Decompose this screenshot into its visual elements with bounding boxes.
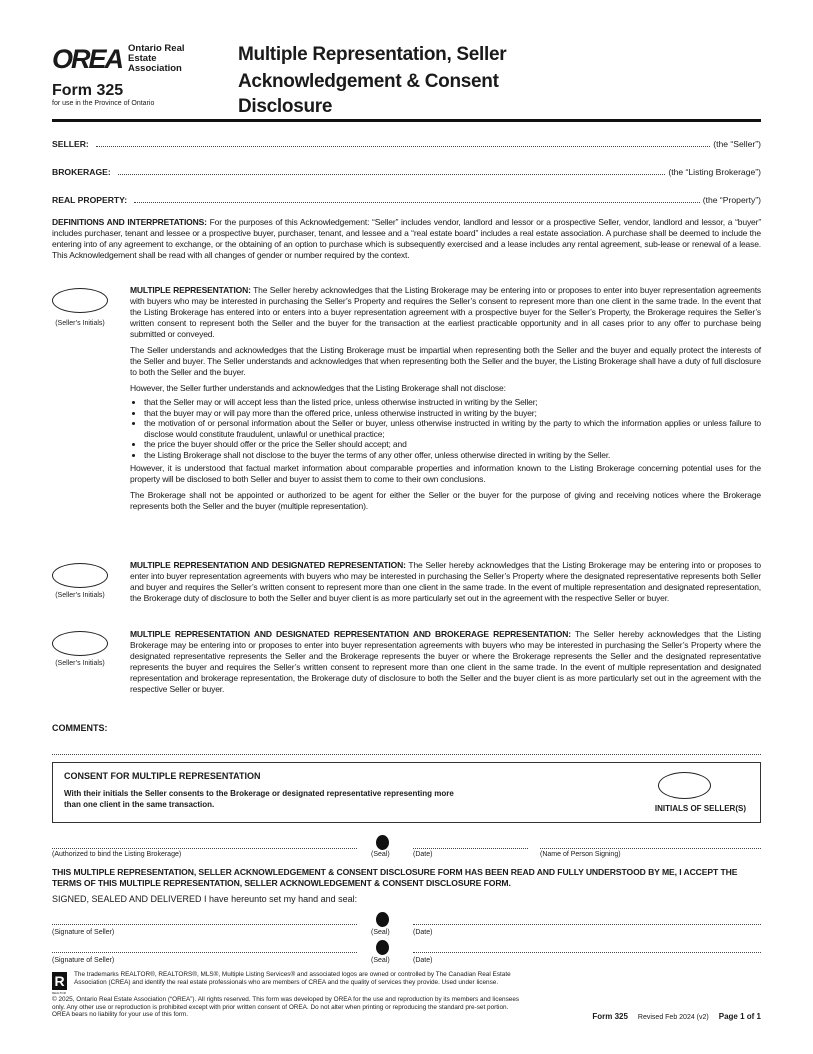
seller-signature-line-2[interactable]: [52, 943, 357, 953]
list-item: • that the Seller may or will accept less than the listed price, unless otherwise instructed in writing by the Seller;: [144, 397, 761, 408]
comments-label: COMMENTS:: [52, 723, 108, 733]
seal-label: (Seal): [371, 929, 390, 936]
footer-revised: Revised Feb 2024 (v2): [637, 1014, 709, 1021]
trademark-notice: The trademarks REALTOR®, REALTORS®, MLS®, Multiple Listing Services® and associated logos are owned or controlled by The Canadian Real Estate Association (CREA) and identify the real estate professionals who are members of CREA and the quality of services they provide. Used under license.: [74, 971, 511, 986]
footer-form-number: Form 325: [592, 1012, 628, 1021]
title-line-2: Acknowledgement & Consent: [238, 71, 499, 92]
name-of-person-line[interactable]: [540, 839, 761, 849]
orea-logo: [52, 44, 208, 74]
date-label: (Date): [413, 957, 433, 964]
seller-signature-label-1: (Signature of Seller): [52, 929, 115, 936]
seal-icon: [376, 940, 389, 955]
signed-sealed-text: SIGNED, SEALED AND DELIVERED I have hereunto set my hand and seal:: [52, 894, 358, 904]
footer-form-info: [592, 1012, 761, 1021]
seller-initials-oval-2[interactable]: [52, 563, 108, 588]
title-line-1: Multiple Representation, Seller: [238, 44, 507, 65]
brokerage-rep-heading: MULTIPLE REPRESENTATION AND DESIGNATED REPRESENTATION AND BROKERAGE REPRESENTATION:: [130, 629, 571, 639]
date-line[interactable]: [413, 839, 528, 849]
definitions-text: For the purposes of this Acknowledgement: “Seller” includes vendor, landlord and lessor or a prospective Seller, vendor, landlord and lessor, a “buyer” includes purchaser, tenant and lessee or a prospective buyer, purchaser, tenant, and lessee and a “real estate board” includes a real estate association. A purchase shall be deemed to include the entering into of any agreement to exchange, or the obtaining of an option to purchase which is subsequently exercised and a lease includes any rental agreement, sub-lease or renewal of a lease. This Acknowledgement shall be read with all changes of gender or number required by the context.: [52, 217, 762, 260]
consent-text: With their initials the Seller consents to the Brokerage or designated representative representing more than one client in the same transaction.: [64, 789, 454, 809]
initials-of-seller-label: INITIALS OF SELLER(S): [654, 804, 746, 813]
seal-label: (Seal): [371, 957, 390, 964]
acceptance-statement: THIS MULTIPLE REPRESENTATION, SELLER ACKNOWLEDGEMENT & CONSENT DISCLOSURE FORM HAS BEEN READ AND FULLY UNDERSTOOD BY ME, I ACCEPT THE TERMS OF THIS MULTIPLE REPRESENTATION, SELLER ACKNOWLEDGEMENT & CONSENT DISCLOSURE FORM.: [52, 867, 738, 888]
brokerage-field[interactable]: [52, 167, 761, 177]
realtor-logo-text: REALTOR: [52, 991, 66, 995]
brokerage-suffix: (the “Listing Brokerage”): [668, 167, 761, 177]
authorized-label: (Authorized to bind the Listing Brokerage): [52, 851, 182, 858]
seller-signature-label-2: (Signature of Seller): [52, 957, 115, 964]
seller-initials-label-3: (Seller’s Initials): [55, 660, 105, 667]
seller-field[interactable]: [52, 139, 761, 149]
seller-initials-oval-3[interactable]: [52, 631, 108, 656]
seller-initials-label-1: (Seller’s Initials): [55, 320, 105, 327]
definitions-section: [52, 217, 761, 261]
property-suffix: (the “Property”): [702, 195, 761, 205]
multiple-rep-p4: However, it is understood that factual market information about comparable properties and information known to the Listing Brokerage concerning potential uses for the property will be disclosed to both Seller and buyer to assist them to come to their own conclusions.: [130, 463, 761, 484]
brokerage-label: BROKERAGE:: [52, 167, 111, 177]
multiple-rep-text: The Seller hereby acknowledges that the Listing Brokerage may be entering into or proposes to enter into buyer representation agreements with buyers who may be interested in purchasing the Seller’s Property and requires the Seller’s consent to represent more than one client in the same trade. In the event that the Listing Brokerage has entered into or enters into a buyer representation agreement with a prospective buyer for the Seller’s Property, the Brokerage requires the Seller’s written consent to represent both the Seller and the buyer for the transaction at the earliest practicable opportunity and in all cases prior to any offer to purchase being submitted or conveyed.: [130, 285, 762, 339]
multiple-rep-p3: However, the Seller further understands and acknowledges that the Listing Brokerage shall not disclose:: [130, 383, 506, 393]
seller-label: SELLER:: [52, 139, 89, 149]
footer-page-number: Page 1 of 1: [718, 1012, 761, 1021]
seller-date-line-2[interactable]: [413, 943, 761, 953]
date-label: (Date): [413, 929, 433, 936]
authorized-signature-line[interactable]: [52, 839, 357, 849]
definitions-heading: DEFINITIONS AND INTERPRETATIONS:: [52, 217, 207, 227]
org-name: Ontario Real Estate Association: [128, 43, 185, 74]
brokerage-input-line[interactable]: [118, 167, 666, 175]
form-number: Form 325: [52, 82, 124, 99]
seller-suffix: (the “Seller”): [713, 139, 761, 149]
initials-of-seller-oval[interactable]: [658, 772, 711, 799]
seller-initials-oval-1[interactable]: [52, 288, 108, 313]
consent-box: [52, 762, 761, 823]
seller-input-line[interactable]: [96, 139, 710, 147]
designated-rep-text: The Seller hereby acknowledges that the Listing Brokerage may be entering into or proposes to enter into buyer representation agreements with buyers who may be interested in purchasing the Seller’s Property where the designated representative represents both Seller and buyer and requires the Seller’s written consent to represent more than one client in the same trade. In the event of multiple representation and designated representation, the Brokerage duty of disclosure to both the Seller and buyer client is as more particularly set out in the agreement with the respective Seller or buyer.: [130, 560, 761, 603]
copyright-notice: © 2025, Ontario Real Estate Association (“OREA”). All rights reserved. This form was developed by OREA for the use and reproduction by its members and licensees only. Any other use or reproduction is prohibited except with prior written consent of OREA. Do not alter when printing or reproducing the standard pre-set portion. OREA bears no liability for your use of this form.: [52, 996, 520, 1018]
comments-input-line[interactable]: [52, 745, 761, 755]
title-line-3: Disclosure: [238, 96, 333, 117]
property-label: REAL PROPERTY:: [52, 195, 128, 205]
property-input-line[interactable]: [134, 195, 700, 203]
date-label: (Date): [413, 851, 433, 858]
name-label: (Name of Person Signing): [540, 851, 621, 858]
list-item: • the Listing Brokerage shall not disclose to the buyer the terms of any other offer, unless otherwise directed in writing by the Seller.: [144, 450, 761, 461]
brokerage-representation-section: [130, 629, 761, 695]
seal-icon: [376, 835, 389, 850]
multiple-representation-section: [130, 285, 761, 512]
realtor-logo-icon: R: [52, 972, 67, 990]
property-field[interactable]: [52, 195, 761, 205]
multiple-rep-p5: The Brokerage shall not be appointed or authorized to be agent for either the Seller or the buyer for the purpose of giving and receiving notices where the Brokerage represents both the Seller and the buyer (multiple representation).: [130, 490, 761, 511]
seal-label: (Seal): [371, 851, 390, 858]
nondisclosure-list: [144, 397, 761, 460]
list-item: • the motivation of or personal information about the Seller or buyer, unless otherwise instructed in writing by the party to which the information applies or unless failure to disclose would constitute fraudulent, unlawful or unethical practice;: [144, 418, 761, 439]
seal-icon: [376, 912, 389, 927]
designated-rep-heading: MULTIPLE REPRESENTATION AND DESIGNATED REPRESENTATION:: [130, 560, 406, 570]
multiple-rep-p2: The Seller understands and acknowledges that the Listing Brokerage must be impartial when representing both the Seller and the buyer and equally protect the interests of the Seller and buyer. The Seller understands and acknowledges that when representing both the Seller and the buyer, the Listing Brokerage shall have a duty of full disclosure to both the Seller and the buyer.: [130, 345, 761, 377]
multiple-rep-heading: MULTIPLE REPRESENTATION:: [130, 285, 251, 295]
seller-date-line-1[interactable]: [413, 915, 761, 925]
orea-logo-mark: OREA: [52, 43, 123, 74]
form-subtitle: for use in the Province of Ontario: [52, 100, 155, 107]
brokerage-rep-text: The Seller hereby acknowledges that the Listing Brokerage may be entering into or proposes to enter into buyer representation agreements with buyers who may be interested in purchasing the Seller’s Property where the designated representative represents the Seller and the Brokerage represents the buyer or where the Brokerage represents the Seller and the designated representative represents the buyer and requires the Seller’s written consent to represent more than one client in the same trade. In the event of multiple representation and designated representation and brokerage representation, the Brokerage duty of disclosure to both the Seller and the buyer client is as more particularly set out in the agreement with the respective Seller or buyer.: [130, 629, 761, 694]
list-item: • that the buyer may or will pay more than the offered price, unless otherwise instructed in writing by the buyer;: [144, 408, 761, 419]
seller-signature-line-1[interactable]: [52, 915, 357, 925]
consent-heading: CONSENT FOR MULTIPLE REPRESENTATION: [64, 771, 261, 781]
seller-initials-label-2: (Seller’s Initials): [55, 592, 105, 599]
header-rule: [52, 119, 761, 122]
designated-representation-section: [130, 560, 761, 604]
list-item: • the price the buyer should offer or the price the Seller should accept; and: [144, 439, 761, 450]
